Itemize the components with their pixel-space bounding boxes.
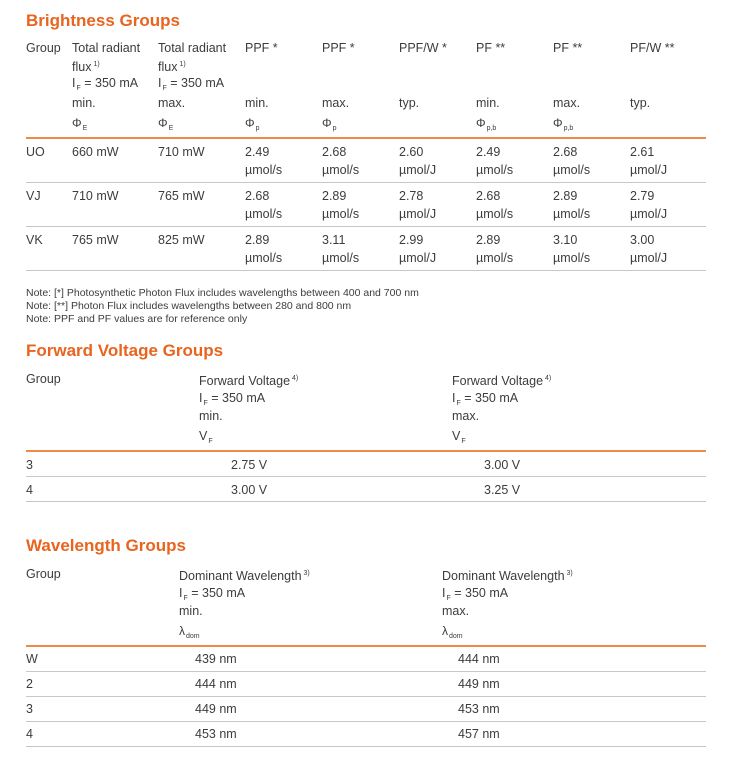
row-pf-max-unit: µmol/s bbox=[553, 163, 591, 177]
note-ppf: Note: [*] Photosynthetic Photon Flux includes wavelengths between 400 and 700 nm bbox=[26, 287, 419, 299]
wavelength-header-group: Group bbox=[26, 567, 61, 581]
row-ppf-max-unit: µmol/s bbox=[322, 251, 360, 265]
row-pfw-unit: µmol/J bbox=[630, 163, 668, 177]
row-ppf-max-unit: µmol/s bbox=[322, 207, 360, 221]
header-group: Group bbox=[26, 41, 61, 55]
voltage-header-max-stat: max. bbox=[452, 409, 480, 423]
row-wavelength-max: 453 nm bbox=[458, 702, 500, 716]
row-ppfw: 2.78 bbox=[399, 189, 424, 203]
row-divider bbox=[26, 226, 706, 227]
header-pf-min-label: PF ** bbox=[476, 41, 506, 55]
row-divider bbox=[26, 270, 706, 271]
wavelength-header-min-label: Dominant Wavelength $^{3)}$ bbox=[179, 569, 310, 583]
row-pf-min: 2.68 bbox=[476, 189, 501, 203]
row-group: 4 bbox=[26, 727, 33, 741]
row-flux-min: 765 mW bbox=[72, 233, 119, 247]
header-flux-min-stat: min. bbox=[72, 96, 96, 110]
row-pf-min-unit: µmol/s bbox=[476, 163, 514, 177]
header-ppf-max-stat: max. bbox=[322, 96, 350, 110]
row-pf-min-unit: µmol/s bbox=[476, 207, 514, 221]
row-wavelength-min: 453 nm bbox=[195, 727, 237, 741]
row-group: VK bbox=[26, 233, 43, 247]
header-pf-min-stat: min. bbox=[476, 96, 500, 110]
row-ppf-max: 3.11 bbox=[322, 233, 346, 247]
header-pfw-stat: typ. bbox=[630, 96, 651, 110]
row-group: VJ bbox=[26, 189, 41, 203]
header-flux-min-symbol: $\Phi_E$ bbox=[72, 116, 88, 132]
row-group: 4 bbox=[26, 483, 33, 497]
header-flux-max-cond: $I_F = 350$ mA bbox=[158, 76, 225, 92]
row-ppf-min-unit: µmol/s bbox=[245, 207, 283, 221]
row-divider bbox=[26, 182, 706, 183]
row-divider bbox=[26, 746, 706, 747]
row-flux-max: 825 mW bbox=[158, 233, 205, 247]
wavelength-header-max-label: Dominant Wavelength $^{3)}$ bbox=[442, 569, 573, 583]
row-divider bbox=[26, 476, 706, 477]
row-wavelength-min: 444 nm bbox=[195, 677, 237, 691]
header-flux-max-stat: max. bbox=[158, 96, 186, 110]
header-flux-min-label: Total radiant bbox=[72, 41, 141, 55]
row-pf-min-unit: µmol/s bbox=[476, 251, 514, 265]
row-pf-max: 3.10 bbox=[553, 233, 578, 247]
wavelength-header-min-symbol: $\lambda_{dom}$ bbox=[179, 624, 200, 640]
row-pf-min: 2.49 bbox=[476, 145, 501, 159]
row-pfw: 2.79 bbox=[630, 189, 655, 203]
row-wavelength-max: 444 nm bbox=[458, 652, 500, 666]
row-voltage-max: 3.00 V bbox=[484, 458, 521, 472]
wavelength-header-max-cond: $I_F = 350$ mA bbox=[442, 586, 509, 602]
row-group: W bbox=[26, 652, 38, 666]
row-voltage-min: 3.00 V bbox=[231, 483, 268, 497]
header-flux-max-label2: flux $^{1)}$ bbox=[158, 60, 186, 74]
row-voltage-min: 2.75 V bbox=[231, 458, 268, 472]
row-flux-min: 710 mW bbox=[72, 189, 119, 203]
voltage-header-max-symbol: $V_F$ bbox=[452, 429, 466, 445]
row-group: 2 bbox=[26, 677, 33, 691]
row-ppf-max: 2.89 bbox=[322, 189, 347, 203]
header-pf-max-stat: max. bbox=[553, 96, 581, 110]
wavelength-title: Wavelength Groups bbox=[26, 536, 186, 555]
note-reference: Note: PPF and PF values are for reference only bbox=[26, 313, 248, 325]
row-voltage-max: 3.25 V bbox=[484, 483, 521, 497]
row-divider bbox=[26, 696, 706, 697]
header-ppf-min-label: PPF * bbox=[245, 41, 278, 55]
row-group: UO bbox=[26, 145, 45, 159]
row-ppf-min: 2.68 bbox=[245, 189, 270, 203]
brightness-title: Brightness Groups bbox=[26, 11, 180, 30]
voltage-header-rule bbox=[26, 450, 706, 452]
voltage-header-max-label: Forward Voltage $^{4)}$ bbox=[452, 374, 552, 388]
row-flux-max: 765 mW bbox=[158, 189, 205, 203]
row-ppf-min: 2.89 bbox=[245, 233, 270, 247]
voltage-header-min-cond: $I_F = 350$ mA bbox=[199, 391, 266, 407]
header-flux-max-label: Total radiant bbox=[158, 41, 227, 55]
row-ppf-min-unit: µmol/s bbox=[245, 251, 283, 265]
row-ppf-min: 2.49 bbox=[245, 145, 270, 159]
wavelength-header-rule bbox=[26, 645, 706, 647]
voltage-header-min-label: Forward Voltage $^{4)}$ bbox=[199, 374, 299, 388]
row-pfw-unit: µmol/J bbox=[630, 207, 668, 221]
wavelength-header-min-stat: min. bbox=[179, 604, 203, 618]
row-ppfw-unit: µmol/J bbox=[399, 251, 437, 265]
header-pfw-label: PF/W ** bbox=[630, 41, 675, 55]
row-divider bbox=[26, 721, 706, 722]
row-flux-min: 660 mW bbox=[72, 145, 119, 159]
wavelength-header-min-cond: $I_F = 350$ mA bbox=[179, 586, 246, 602]
row-ppfw: 2.99 bbox=[399, 233, 424, 247]
header-pf-max-label: PF ** bbox=[553, 41, 583, 55]
row-ppf-max-unit: µmol/s bbox=[322, 163, 360, 177]
row-group: 3 bbox=[26, 458, 33, 472]
row-pf-max: 2.68 bbox=[553, 145, 578, 159]
row-pf-max-unit: µmol/s bbox=[553, 251, 591, 265]
row-flux-max: 710 mW bbox=[158, 145, 205, 159]
header-flux-min-label2: flux $^{1)}$ bbox=[72, 60, 100, 74]
row-ppf-max: 2.68 bbox=[322, 145, 347, 159]
voltage-header-group: Group bbox=[26, 372, 61, 386]
row-wavelength-min: 449 nm bbox=[195, 702, 237, 716]
row-divider bbox=[26, 671, 706, 672]
voltage-title: Forward Voltage Groups bbox=[26, 341, 224, 360]
row-pfw: 3.00 bbox=[630, 233, 655, 247]
brightness-header-rule bbox=[26, 137, 706, 139]
header-pf-min-symbol: $\Phi_{p,b}$ bbox=[476, 116, 497, 132]
header-flux-max-symbol: $\Phi_E$ bbox=[158, 116, 174, 132]
header-pf-max-symbol: $\Phi_{p,b}$ bbox=[553, 116, 574, 132]
wavelength-header-max-symbol: $\lambda_{dom}$ bbox=[442, 624, 463, 640]
voltage-header-min-stat: min. bbox=[199, 409, 223, 423]
row-divider bbox=[26, 501, 706, 502]
row-ppfw: 2.60 bbox=[399, 145, 424, 159]
row-pf-max-unit: µmol/s bbox=[553, 207, 591, 221]
header-ppfw-stat: typ. bbox=[399, 96, 420, 110]
row-pf-max: 2.89 bbox=[553, 189, 578, 203]
row-ppfw-unit: µmol/J bbox=[399, 207, 437, 221]
row-pfw: 2.61 bbox=[630, 145, 655, 159]
row-pf-min: 2.89 bbox=[476, 233, 501, 247]
row-wavelength-max: 457 nm bbox=[458, 727, 500, 741]
voltage-header-max-cond: $I_F = 350$ mA bbox=[452, 391, 519, 407]
wavelength-header-max-stat: max. bbox=[442, 604, 470, 618]
row-pfw-unit: µmol/J bbox=[630, 251, 668, 265]
row-group: 3 bbox=[26, 702, 33, 716]
header-flux-min-cond: $I_F = 350$ mA bbox=[72, 76, 139, 92]
header-ppf-max-label: PPF * bbox=[322, 41, 355, 55]
header-ppfw-label: PPF/W * bbox=[399, 41, 447, 55]
row-ppf-min-unit: µmol/s bbox=[245, 163, 283, 177]
row-wavelength-max: 449 nm bbox=[458, 677, 500, 691]
row-wavelength-min: 439 nm bbox=[195, 652, 237, 666]
header-ppf-min-symbol: $\Phi_p$ bbox=[245, 116, 260, 132]
note-pf: Note: [**] Photon Flux includes wavelengths between 280 and 800 nm bbox=[26, 300, 352, 312]
row-ppfw-unit: µmol/J bbox=[399, 163, 437, 177]
header-ppf-max-symbol: $\Phi_p$ bbox=[322, 116, 337, 132]
voltage-header-min-symbol: $V_F$ bbox=[199, 429, 213, 445]
header-ppf-min-stat: min. bbox=[245, 96, 269, 110]
